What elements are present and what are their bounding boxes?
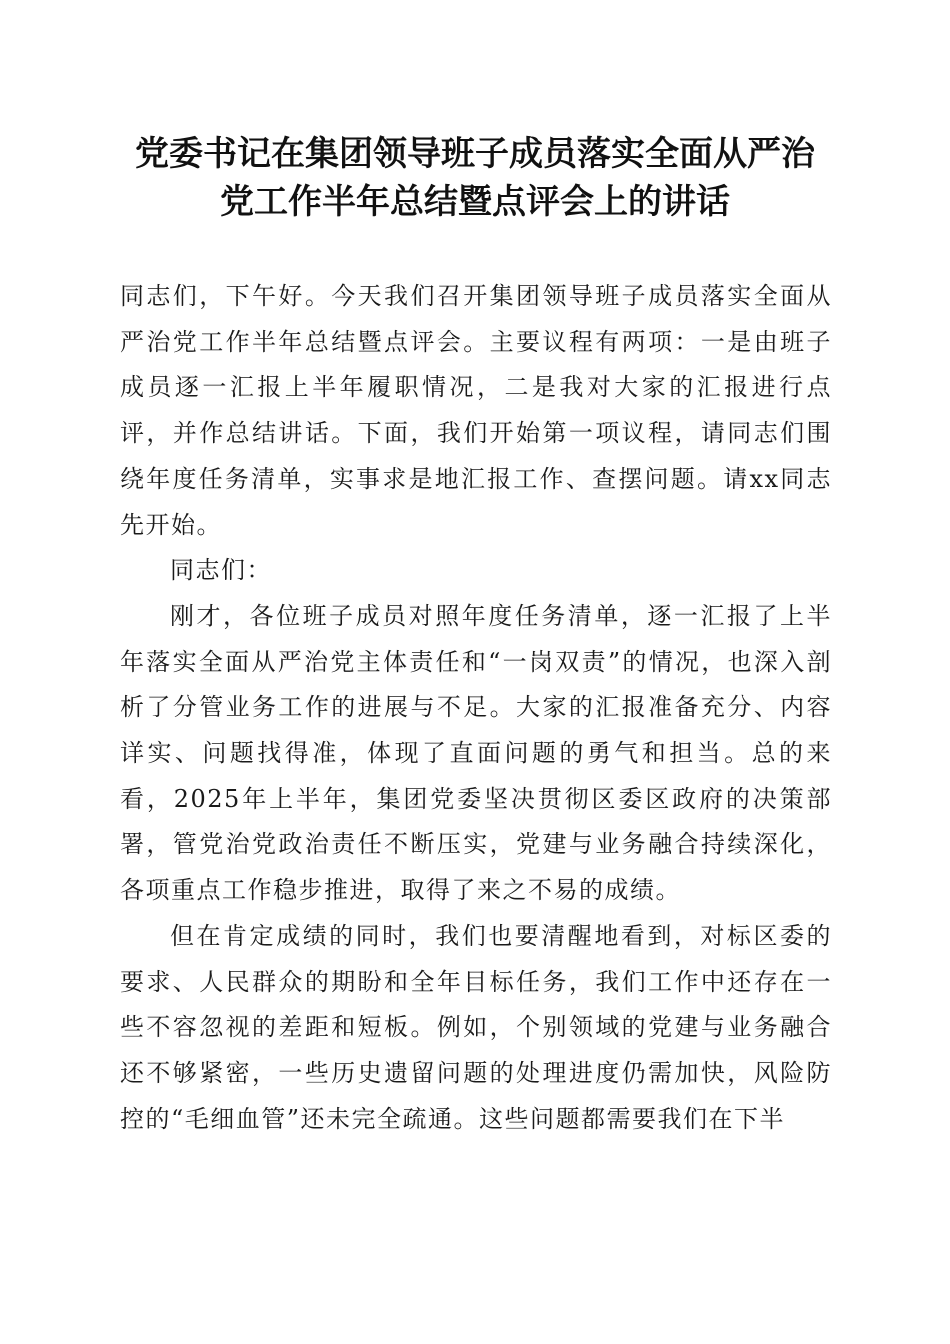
title-line-2: 党工作半年总结暨点评会上的讲话 — [220, 182, 730, 222]
document-body — [120, 274, 832, 1142]
document-title — [100, 130, 850, 226]
paragraph-opening: 同志们，下午好。今天我们召开集团领导班子成员落实全面从严治党工作半年总结暨点评会。主要议程有两项：一是由班子成员逐一汇报上半年履职情况，二是我对大家的汇报进行点评，并作总结讲话。下面，我们开始第一项议程，请同志们围绕年度任务清单，实事求是地汇报工作、查摆问题。请xx同志先开始。 — [120, 282, 832, 539]
paragraph-shortcomings: 但在肯定成绩的同时，我们也要清醒地看到，对标区委的要求、人民群众的期盼和全年目标任务，我们工作中还存在一些不容忽视的差距和短板。例如，个别领域的党建与业务融合还不够紧密，一些历史遗留问题的处理进度仍需加快，风险防控的“毛细血管”还未完全疏通。这些问题都需要我们在下半 — [120, 921, 832, 1133]
paragraph-salutation: 同志们： — [170, 556, 272, 585]
title-line-1: 党委书记在集团领导班子成员落实全面从严治 — [135, 134, 815, 174]
paragraph-review: 刚才，各位班子成员对照年度任务清单，逐一汇报了上半年落实全面从严治党主体责任和“一岗双责”的情况，也深入剖析了分管业务工作的进展与不足。大家的汇报准备充分、内容详实、问题找得准，体现了直面问题的勇气和担当。总的来看，2025年上半年，集团党委坚决贯彻区委区政府的决策部署，管党治党政治责任不断压实，党建与业务融合持续深化，各项重点工作稳步推进，取得了来之不易的成绩。 — [120, 601, 832, 905]
